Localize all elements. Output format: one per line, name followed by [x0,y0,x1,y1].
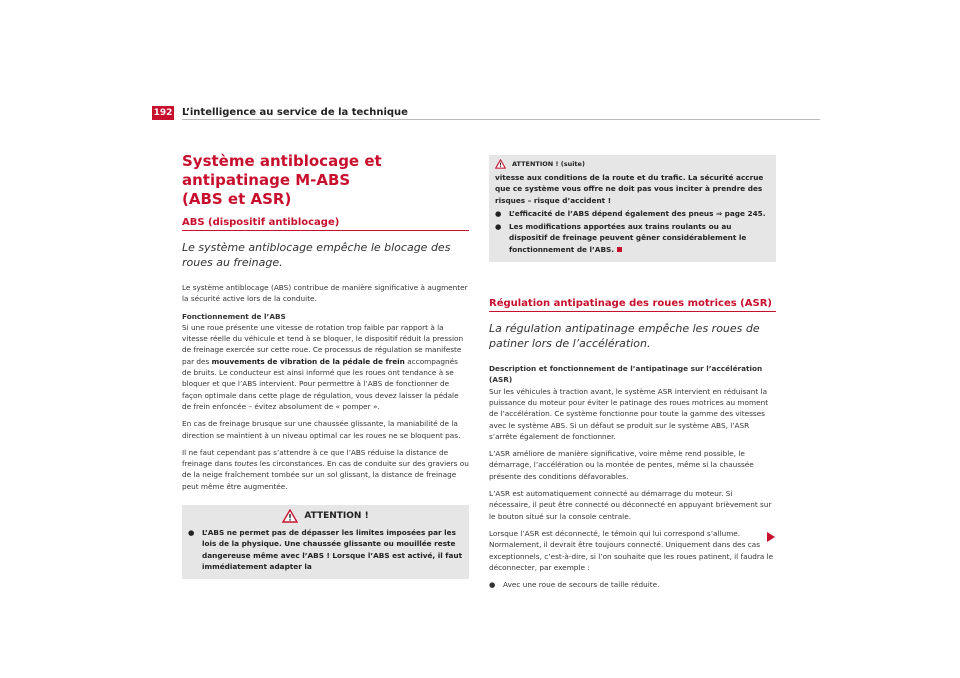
header-rule [182,119,820,120]
paragraph: Le système antiblocage (ABS) contribue de manière significative à augmenter la sécurité active lors de la conduite. [182,283,468,304]
paragraph: Si une roue présente une vitesse de rotation trop faible par rapport à la vitesse réelle du véhicule et tend à se bloquer, le dispositif réduit la pression de freinage exercée sur cette roue. Ce processus de régulation se manifeste par des mouvements de vibration de la pédale de frein accompagnés de bruits. Le conducteur est ainsi informé que les roues ont tendance à se bloquer et que l’ABS intervient. Pour permettre à l’ABS de fonctionner de façon optimale dans cette plage de régulation, vous devez laisser la pédale de frein enfoncée – évitez absolument de « pomper ». [182,322,464,411]
warning-item: ● Les modifications apportées aux trains roulants ou au dispositif de freinage peuvent gêner considérablement le fonctionnement de l’ABS. [495,222,747,254]
right-column [489,155,776,596]
warning-title: ATTENTION ! [188,509,463,523]
paragraph: Sur les véhicules à traction avant, le système ASR intervient en réduisant la puissance du moteur pour éviter le patinage des roues motrices au moment de l’accélération. Ce système fonctionne pour toute la gamme des vitesses avec le système ABS. Si un défaut se produit sur le système ABS, l’ASR s’arrête également de fonctionner. [489,386,769,441]
paragraph: En cas de freinage brusque sur une chaussée glissante, la maniabilité de la direction se maintient à un niveau optimal car les roues ne se bloquent pas. [182,419,461,440]
page-number: 192 [153,108,173,118]
paragraph: Lorsque l’ASR est déconnecté, le témoin qui lui correspond s’allume. Normalement, il devrait être toujours connecté. Uniquement dans des cas exceptionnels, c’est-à-dire, si l’on souhaite que les roues patinent, il faudra le déconnecter, par exemple : [489,528,774,572]
warning-box-continued [489,155,776,262]
continue-arrow-icon [767,532,775,542]
asr-heading: Régulation antipatinage des roues motrices (ASR) [489,298,776,312]
left-column [182,152,469,579]
paragraph: Il ne faut cependant pas s’attendre à ce que l’ABS réduise la distance de freinage dans toutes les circonstances. En cas de conduite sur des graviers ou de la neige fraîchement tombée sur un sol glissant, la distance de freinage peut même être augmentée. [182,447,469,491]
warning-item: ● L’ABS ne permet pas de dépasser les limites imposées par les lois de la physique. Une chaussée glissante ou mouillée reste dangereuse même avec l’ABS ! Lorsque l’ABS est activé, il faut immédiatement adapter la [188,528,463,571]
subheading: Description et fonctionnement de l’antipatinage sur l’accélération (ASR) [489,364,763,385]
warning-text: vitesse aux conditions de la route et du trafic. La sécurité accrue que ce système vous offre ne doit pas vous inciter à prendre des risques – risque d’accident ! [495,173,764,205]
asr-lead: La régulation antipatinage empêche les roues de patiner lors de l’accélération. [489,322,760,351]
warning-item: ● L’efficacité de l’ABS dépend également des pneus ⇒ page 245. [495,208,766,218]
warning-triangle-icon [282,509,298,523]
list-item: ● Avec une roue de secours de taille réduite. [489,580,660,590]
warning-box [182,505,469,579]
warning-title: ATTENTION ! (suite) [495,159,770,169]
abs-heading: ABS (dispositif antiblocage) [182,217,469,231]
warning-triangle-icon [495,159,506,169]
section-end-mark [617,247,622,252]
paragraph: L’ASR est automatiquement connecté au démarrage du moteur. Si nécessaire, il peut être connecté ou déconnecté en appuyant brièvement sur le bouton situé sur la console centrale. [489,489,772,521]
section-title: Système antiblocage et antipatinage M-ABS (ABS et ASR) [182,152,382,208]
abs-lead: Le système antiblocage empêche le blocage des roues au freinage. [182,241,451,269]
running-header: L’intelligence au service de la technique [182,107,408,118]
paragraph: L’ASR améliore de manière significative, voire même rend possible, le démarrage, l’accélération ou la montée de pentes, même si la chaussée présente des conditions défavorables. [489,449,754,481]
subheading: Fonctionnement de l’ABS [182,311,286,321]
